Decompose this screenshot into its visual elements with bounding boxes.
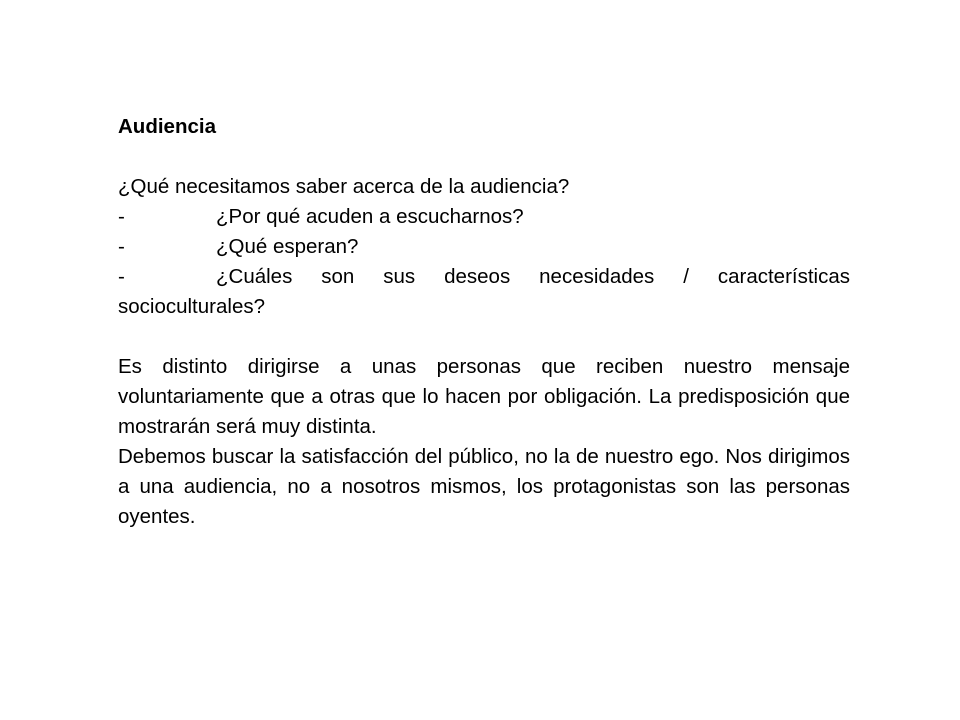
intro-question: ¿Qué necesitamos saber acerca de la audiencia? — [118, 175, 570, 198]
bullet-text: ¿Qué esperan? — [216, 235, 359, 258]
paragraph-audience-motivation: Es distinto dirigirse a unas personas que reciben nuestro mensaje voluntariamente que a otras que lo hacen por obligación. La predisposición que mostrarán será muy distinta. — [118, 355, 850, 438]
section-heading: Audiencia — [118, 115, 216, 138]
slide-content — [118, 112, 850, 532]
paragraph-audience-focus: Debemos buscar la satisfacción del público, no la de nuestro ego. Nos dirigimos a una audiencia, no a nosotros mismos, los protagonistas son las personas oyentes. — [118, 445, 850, 528]
bullet-dash: - — [118, 265, 125, 288]
bullet-text: ¿Por qué acuden a escucharnos? — [216, 205, 524, 228]
spacer — [118, 322, 850, 352]
bullet-item — [118, 232, 850, 262]
bullet-dash: - — [118, 205, 125, 228]
spacer — [118, 142, 850, 172]
bullet-dash: - — [118, 235, 125, 258]
bullet-item — [118, 202, 850, 232]
bullet-item — [118, 262, 850, 322]
bullet-text: ¿Cuáles son sus deseos necesidades / características socioculturales? — [118, 265, 850, 318]
